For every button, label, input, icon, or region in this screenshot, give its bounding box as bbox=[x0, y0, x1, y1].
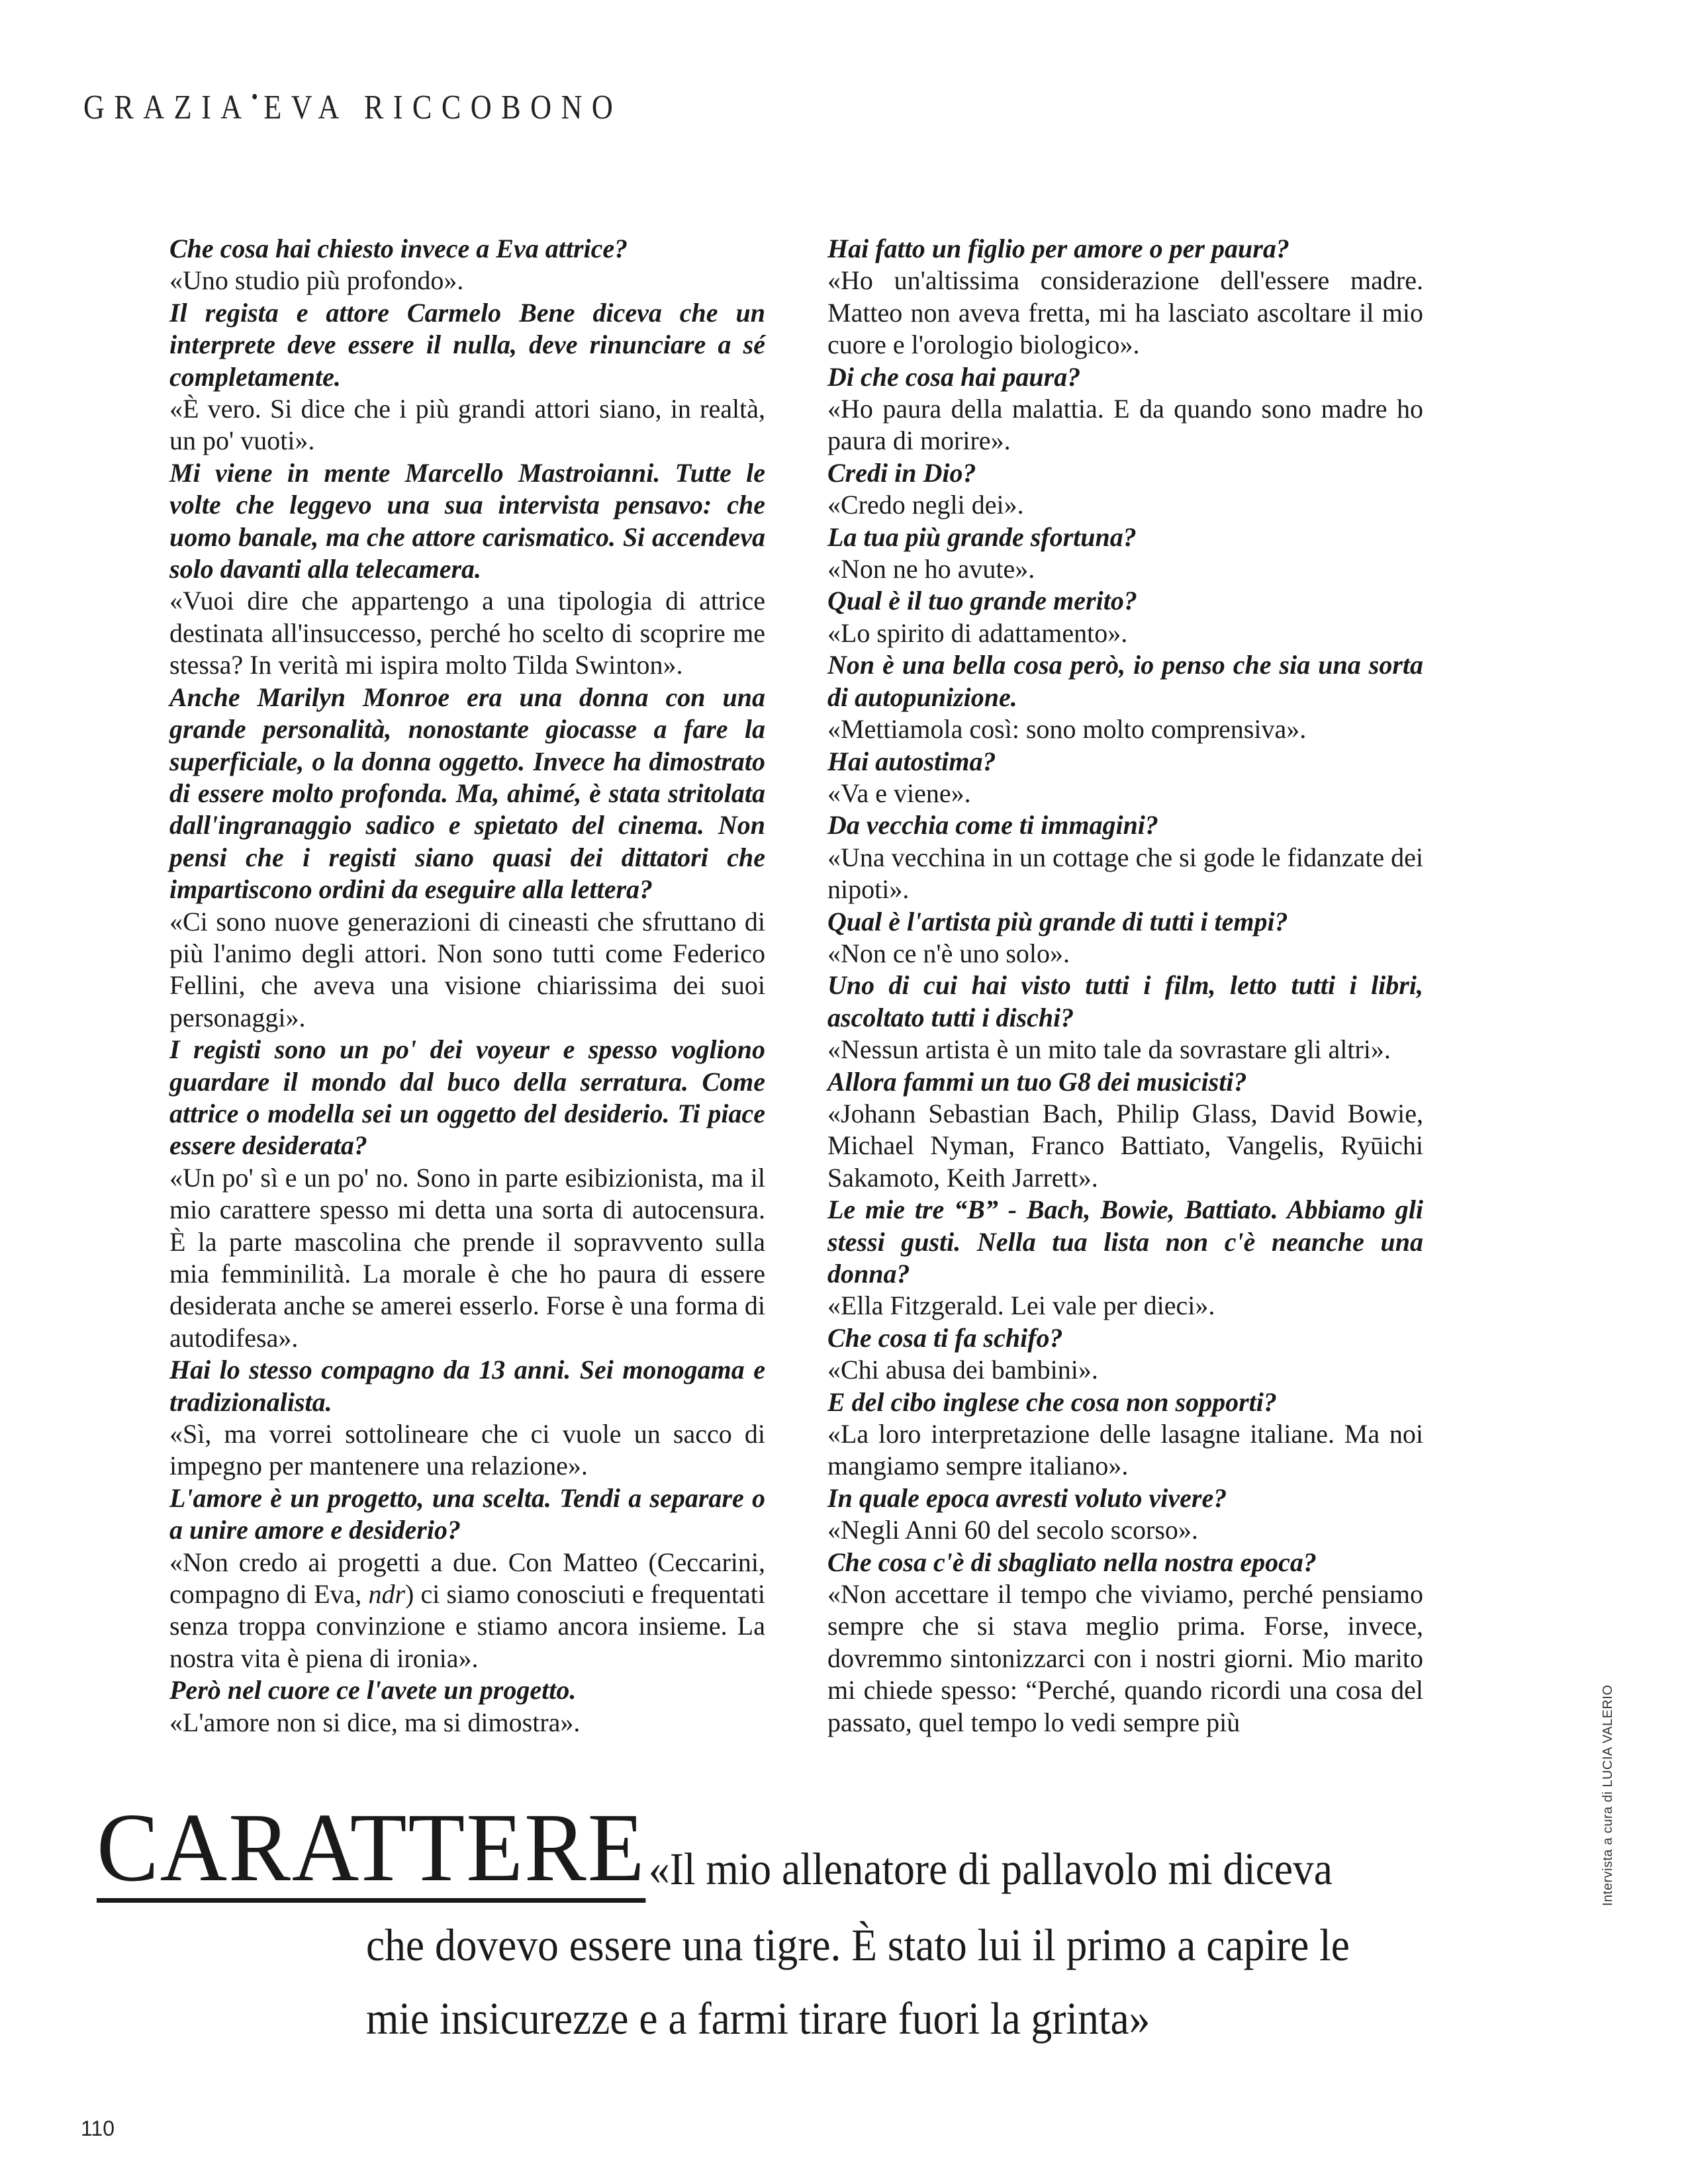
interview-question: Da vecchia come ti immagini? bbox=[827, 810, 1158, 841]
interview-question: Non è una bella cosa però, io penso che sia una sorta di autopunizione. bbox=[827, 650, 1423, 712]
interview-answer: «Negli Anni 60 del secolo scorso». bbox=[827, 1515, 1198, 1545]
interview-answer: «Non credo ai progetti a due. Con Matteo (Ceccarini, compagno di Eva, ndr) ci siamo conosciuti e frequentati senza troppa convinzione e stiamo ancora insieme. La nostra vita è piena di ironia». bbox=[169, 1547, 765, 1673]
interview-answer: «Ho un'altissima considerazione dell'essere madre. Matteo non aveva fretta, mi ha lasciato ascoltare il mio cuore e l'orologio biologico». bbox=[827, 265, 1423, 360]
interview-question: Il regista e attore Carmelo Bene diceva che un interprete deve essere il nulla, deve rinunciare a sé completamente. bbox=[169, 297, 765, 392]
interview-answer: «L'amore non si dice, ma si dimostra». bbox=[169, 1707, 581, 1737]
header-separator-dot: • bbox=[251, 85, 264, 109]
interview-question: Uno di cui hai visto tutti i film, letto tutti i libri, ascoltato tutti i dischi? bbox=[827, 970, 1423, 1032]
interview-question: Hai autostima? bbox=[827, 746, 996, 776]
pull-quote-line: «Il mio allenatore di pallavolo mi diceva bbox=[649, 1844, 1333, 1894]
pull-quote-title: CARATTERE bbox=[97, 1794, 646, 1902]
interview-question: Di che cosa hai paura? bbox=[827, 361, 1081, 392]
interview-answer: «Ho paura della malattia. E da quando sono madre ho paura di morire». bbox=[827, 394, 1423, 456]
interview-answer: «Lo spirito di adattamento». bbox=[827, 617, 1128, 648]
interview-answer: «Nessun artista è un mito tale da sovrastare gli altri». bbox=[827, 1034, 1391, 1065]
interview-answer: «Non ce n'è uno solo». bbox=[827, 938, 1070, 968]
interview-answer: «Un po' sì e un po' no. Sono in parte esibizionista, ma il mio carattere spesso mi detta una sorta di autocensura. È la parte mascolina che prende il sopravvento sulla mia femminilità. La morale è che ho paura di essere desiderata anche se amerei esserlo. Forse è una forma di autodifesa». bbox=[169, 1162, 765, 1353]
interview-question: Hai lo stesso compagno da 13 anni. Sei monogama e tradizionalista. bbox=[169, 1355, 765, 1417]
interview-answer: «Sì, ma vorrei sottolineare che ci vuole un sacco di impegno per mantenere una relazione». bbox=[169, 1419, 765, 1481]
interview-question: Allora fammi un tuo G8 dei musicisti? bbox=[827, 1066, 1247, 1097]
pull-quote-line: mie insicurezze e a farmi tirare fuori la grinta» bbox=[366, 1993, 1150, 2044]
interview-answer: «Non ne ho avute». bbox=[827, 554, 1035, 584]
interview-question: Credi in Dio? bbox=[827, 457, 976, 488]
interview-answer: «Credo negli dei». bbox=[827, 490, 1024, 520]
interview-answer: «La loro interpretazione delle lasagne italiane. Ma noi mangiamo sempre italiano». bbox=[827, 1419, 1423, 1481]
interview-question: In quale epoca avresti voluto vivere? bbox=[827, 1482, 1227, 1513]
interview-answer: «Vuoi dire che appartengo a una tipologia di attrice destinata all'insuccesso, perché ho scelto di scoprire me stessa? In verità mi ispira molto Tilda Swinton». bbox=[169, 586, 765, 680]
interview-question: Anche Marilyn Monroe era una donna con una grande personalità, nonostante giocasse a fare la superficiale, o la donna oggetto. Invece ha dimostrato di essere molto profonda. Ma, ahimé, è stata stritolata dall'ingranaggio sadico e spietato del cinema. Non pensi che i registi siano quasi dei dittatori che impartiscono ordini da eseguire alla lettera? bbox=[169, 682, 765, 905]
left-text-column bbox=[169, 233, 765, 1739]
interview-answer: «Uno studio più profondo». bbox=[169, 265, 464, 296]
magazine-header bbox=[83, 85, 622, 127]
interview-subject: EVA RICCOBONO bbox=[263, 89, 623, 126]
interview-answer: «Ella Fitzgerald. Lei vale per dieci». bbox=[827, 1291, 1215, 1321]
right-text-column bbox=[827, 233, 1423, 1739]
interview-question: I registi sono un po' dei voyeur e spesso vogliono guardare il mondo dal buco della serratura. Come attrice o modella sei un oggetto del desiderio. Ti piace essere desiderata? bbox=[169, 1034, 765, 1161]
interview-question: Qual è il tuo grande merito? bbox=[827, 586, 1137, 616]
interview-question: La tua più grande sfortuna? bbox=[827, 522, 1137, 552]
interview-answer: «È vero. Si dice che i più grandi attori siano, in realtà, un po' vuoti». bbox=[169, 394, 765, 456]
interview-answer: «Johann Sebastian Bach, Philip Glass, David Bowie, Michael Nyman, Franco Battiato, Vangelis, Ryūichi Sakamoto, Keith Jarrett». bbox=[827, 1098, 1423, 1193]
interview-answer: «Una vecchina in un cottage che si gode le fidanzate dei nipoti». bbox=[827, 842, 1423, 905]
interview-answer: «Mettiamola così: sono molto comprensiva». bbox=[827, 714, 1307, 745]
interview-answer: «Ci sono nuove generazioni di cineasti che sfruttano di più l'animo degli attori. Non sono tutti come Federico Fellini, che aveva una visione chiarissima dei suoi personaggi». bbox=[169, 906, 765, 1032]
interview-question: Però nel cuore ce l'avete un progetto. bbox=[169, 1675, 577, 1706]
interview-question: Hai fatto un figlio per amore o per paura? bbox=[827, 234, 1289, 263]
interview-question: Che cosa hai chiesto invece a Eva attrice? bbox=[169, 234, 628, 263]
interview-question: Mi viene in mente Marcello Mastroianni. Tutte le volte che leggevo una sua intervista pensavo: che uomo banale, ma che attore carismatico. Si accendeva solo davanti alla telecamera. bbox=[169, 457, 765, 584]
pull-quote-line: che dovevo essere una tigre. È stato lui il primo a capire le bbox=[366, 1920, 1350, 1970]
interview-answer: «Chi abusa dei bambini». bbox=[827, 1355, 1098, 1385]
interview-question: Che cosa c'è di sbagliato nella nostra epoca? bbox=[827, 1547, 1317, 1577]
interview-question: E del cibo inglese che cosa non sopporti? bbox=[827, 1387, 1277, 1417]
interview-question: Che cosa ti fa schifo? bbox=[827, 1322, 1063, 1353]
interview-question: Le mie tre “B” - Bach, Bowie, Battiato. Abbiamo gli stessi gusti. Nella tua lista non c'è neanche una donna? bbox=[827, 1195, 1423, 1289]
magazine-name: GRAZIA bbox=[83, 89, 252, 126]
interview-question: Qual è l'artista più grande di tutti i tempi? bbox=[827, 906, 1288, 936]
interview-question: L'amore è un progetto, una scelta. Tendi a separare o a unire amore e desiderio? bbox=[169, 1482, 765, 1545]
interview-answer: «Va e viene». bbox=[827, 778, 971, 808]
author-credit: Intervista a cura di LUCIA VALERIO bbox=[1601, 1684, 1615, 1906]
interview-answer: «Non accettare il tempo che viviamo, perché pensiamo sempre che si stava meglio prima. Forse, invece, dovremmo sintonizzarci con i nostri giorni. Mio marito mi chiede spesso: “Perché, quando ricordi una cosa del passato, quel tempo lo vedi sempre più bbox=[827, 1579, 1423, 1737]
page-number: 110 bbox=[81, 2116, 115, 2140]
